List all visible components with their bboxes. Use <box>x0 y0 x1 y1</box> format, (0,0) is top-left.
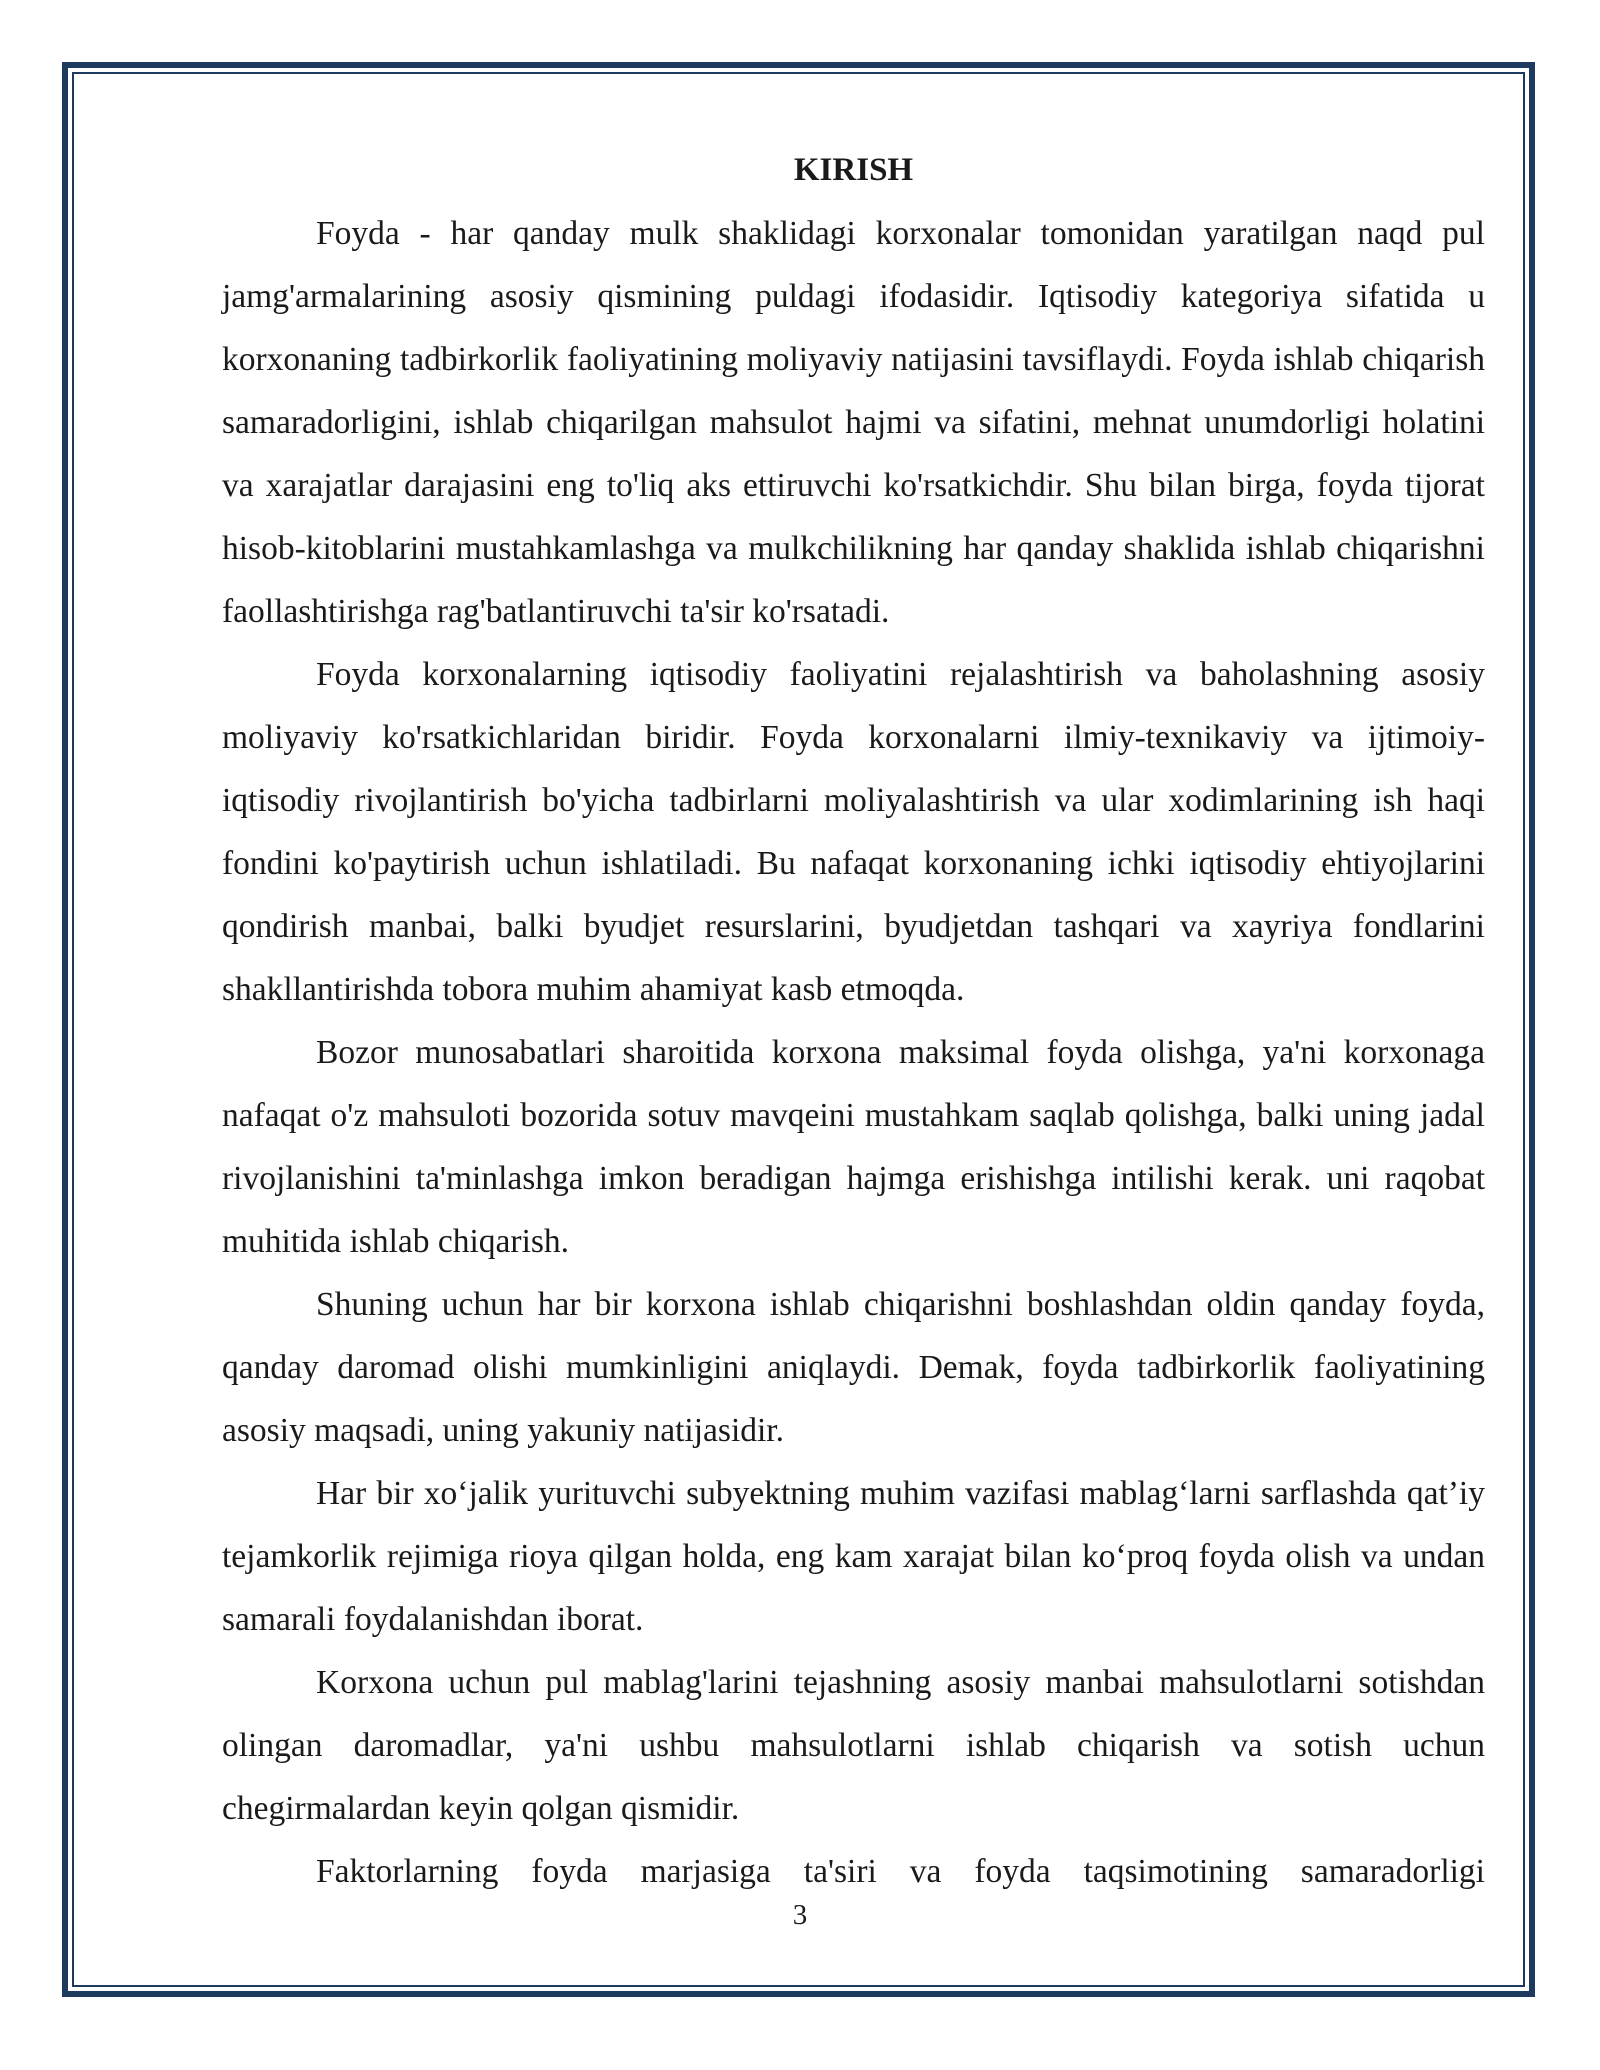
document-body <box>222 146 1485 1903</box>
paragraph-6: Korxona uchun pul mablag'larini tejashning asosiy manbai mahsulotlarni sotishdan olingan daromadlar, ya'ni ushbu mahsulotlarni ishlab chiqarish va sotish uchun chegirmalardan keyin qolgan qismidir. <box>222 1664 1485 1827</box>
paragraph-2: Foyda korxonalarning iqtisodiy faoliyatini rejalashtirish va baholashning asosiy moliyaviy ko'rsatkichlaridan biridir. Foyda korxonalarni ilmiy-texnikaviy va ijtimoiy-iqtisodiy rivojlantirish bo'yicha tadbirlarni moliyalashtirish va ular xodimlarining ish haqi fondini ko'paytirish uchun ishlatiladi. Bu nafaqat korxonaning ichki iqtisodiy ehtiyojlarini qondirish manbai, balki byudjet resurslarini, byudjetdan tashqari va xayriya fondlarini shakllantirishda tobora muhim ahamiyat kasb etmoqda. <box>222 656 1485 1008</box>
paragraph-5: Har bir xo‘jalik yurituvchi subyektning muhim vazifasi mablag‘larni sarflashda qat’iy tejamkorlik rejimiga rioya qilgan holda, eng kam xarajat bilan ko‘proq foyda olish va undan samarali foydalanishdan iborat. <box>222 1475 1485 1638</box>
paragraph-4: Shuning uchun har bir korxona ishlab chiqarishni boshlashdan oldin qanday foyda, qanday daromad olishi mumkinligini aniqlaydi. Demak, foyda tadbirkorlik faoliyatining asosiy maqsadi, uning yakuniy natijasidir. <box>222 1286 1485 1449</box>
paragraph-3: Bozor munosabatlari sharoitida korxona maksimal foyda olishga, ya'ni korxonaga nafaqat o'z mahsuloti bozorida sotuv mavqeini mustahkam saqlab qolishga, balki uning jadal rivojlanishini ta'minlashga imkon beradigan hajmga erishishga intilishi kerak. uni raqobat muhitida ishlab chiqarish. <box>222 1034 1485 1260</box>
paragraph-1: Foyda - har qanday mulk shaklidagi korxonalar tomonidan yaratilgan naqd pul jamg'armalarining asosiy qismining puldagi ifodasidir. Iqtisodiy kategoriya sifatida u korxonaning tadbirkorlik faoliyatining moliyaviy natijasini tavsiflaydi. Foyda ishlab chiqarish samaradorligini, ishlab chiqarilgan mahsulot hajmi va sifatini, mehnat unumdorligi holatini va xarajatlar darajasini eng to'liq aks ettiruvchi ko'rsatkichdir. Shu bilan birga, foyda tijorat hisob-kitoblarini mustahkamlashga va mulkchilikning har qanday shaklida ishlab chiqarishni faollashtirishga rag'batlantiruvchi ta'sir ko'rsatadi. <box>222 215 1485 630</box>
section-title: KIRISH <box>793 152 914 188</box>
page-number: 3 <box>792 1899 808 1931</box>
paragraph-7: Faktorlarning foyda marjasiga ta'siri va foyda taqsimotining samaradorligi <box>316 1853 1485 1890</box>
